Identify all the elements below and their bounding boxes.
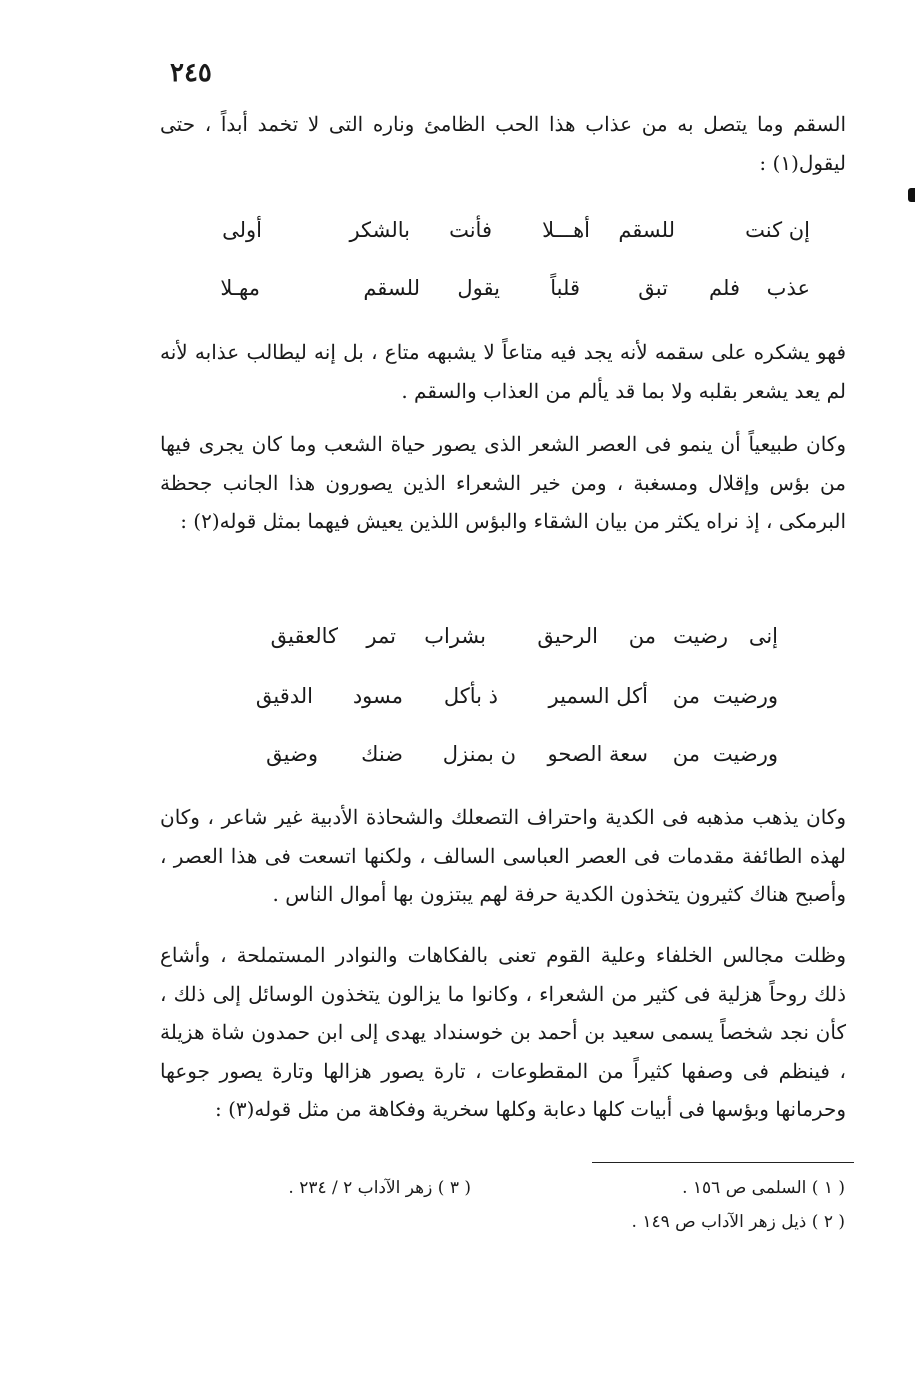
- verse-word: كالعقيق: [270, 624, 338, 648]
- verse-word: ضنك: [361, 742, 403, 766]
- verse-word: إن كنت: [745, 218, 810, 242]
- verse-word: فأنت: [449, 218, 492, 242]
- verse-word: الرحيق: [537, 624, 598, 648]
- verse-word: من: [628, 624, 656, 648]
- verse-word: ورضيت: [712, 742, 778, 766]
- verse-word: أولى: [222, 218, 262, 242]
- verse-word: بالشكر: [349, 218, 410, 242]
- verse-word: مسود: [352, 684, 403, 708]
- verse-word: سعة الصحو: [547, 742, 648, 766]
- verse-word: قلباً: [550, 276, 580, 300]
- verse-1-line-1: [200, 218, 810, 258]
- verse-word: أهـــلا: [542, 218, 590, 242]
- verse-word: ن بمنزل: [442, 742, 516, 766]
- verse-word: بشراب: [424, 624, 486, 648]
- footnote-1: ( ١ ) السلمى ص ١٥٦ .: [682, 1178, 845, 1198]
- margin-mark: [908, 188, 915, 202]
- footnote-3: ( ٣ ) زهر الآداب ٢ / ٢٣٤ .: [288, 1178, 471, 1198]
- verse-2-line-1: [230, 624, 778, 664]
- verse-word: رضيت: [673, 624, 728, 648]
- footnote-2: ( ٢ ) ذيل زهر الآداب ص ١٤٩ .: [631, 1212, 845, 1232]
- verse-word: الدقيق: [255, 684, 313, 708]
- verse-word: من: [672, 684, 700, 708]
- verse-word: أكل السمير: [548, 684, 648, 708]
- verse-word: مهـلا: [220, 276, 260, 300]
- paragraph-3: وكان طبيعياً أن ينمو فى العصر الشعر الذى يصور حياة الشعب وما كان يجرى فيها من بؤس وإقلال ومسغبة ، ومن خير الشعراء الذين يصورون هذا الجانب جحظة البرمكى ، إذ نراه يكثر من بيان الشقاء والبؤس اللذين يعيش فيهما بمثل قوله(٢) :: [160, 432, 846, 533]
- verse-word: للسقم: [618, 218, 675, 242]
- verse-1-line-2: [200, 276, 810, 316]
- verse-word: إنى: [748, 624, 778, 648]
- verse-word: ذ بأكل: [443, 684, 498, 708]
- verse-word: وضيق: [266, 742, 318, 766]
- verse-word: يقول: [457, 276, 500, 300]
- verse-word: تمر: [366, 624, 396, 648]
- verse-word: عذب: [766, 276, 810, 300]
- paragraph-2: فهو يشكره على سقمه لأنه يجد فيه متاعاً لا يشبهه متاع ، بل إنه ليطالب عذابه لأنه لم يعد يشعر بقلبه ولا بما قد يألم من العذاب والسقم .: [160, 340, 846, 403]
- paragraph-4: وكان يذهب مذهبه فى الكدية واحتراف التصعلك والشحاذة الأدبية غير شاعر ، وكان لهذه الطائفة مقدمات فى العصر العباسى السالف ، ولكنها اتسعت فى هذا العصر ، وأصبح هناك كثيرون يتخذون الكدية حرفة لهم يبتزون بها أموال الناس .: [160, 805, 846, 906]
- verse-word: من: [672, 742, 700, 766]
- verse-word: تبق: [638, 276, 668, 300]
- verse-2-line-2: [230, 684, 778, 724]
- footnote-divider: [592, 1162, 854, 1163]
- paragraph-5: وظلت مجالس الخلفاء وعلية القوم تعنى بالفكاهات والنوادر المستملحة ، وأشاع ذلك روحاً هزلية فى كثير من الشعراء ، وكانوا ما يزالون يتخذون الوسائل إلى ذلك ، كأن نجد شخصاً يسمى سعيد بن أحمد بن خوسنداد يهدى إلى ابن حمدون شاة هزيلة ، فينظم فى وصفها كثيراً من المقطوعات ، تارة يصور هزالها وتارة يصور جوعها وحرمانها وبؤسها فى أبيات كلها دعابة وكلها سخرية وفكاهة من مثل قوله(٣) :: [160, 943, 846, 1121]
- verse-word: للسقم: [363, 276, 420, 300]
- paragraph-1: السقم وما يتصل به من عذاب هذا الحب الظامئ وناره التى لا تخمد أبداً ، حتى ليقول(١) :: [160, 112, 846, 175]
- verse-word: ورضيت: [712, 684, 778, 708]
- page-number: ٢٤٥: [170, 58, 212, 88]
- verse-2-line-3: [230, 742, 778, 782]
- verse-word: فلم: [709, 276, 740, 300]
